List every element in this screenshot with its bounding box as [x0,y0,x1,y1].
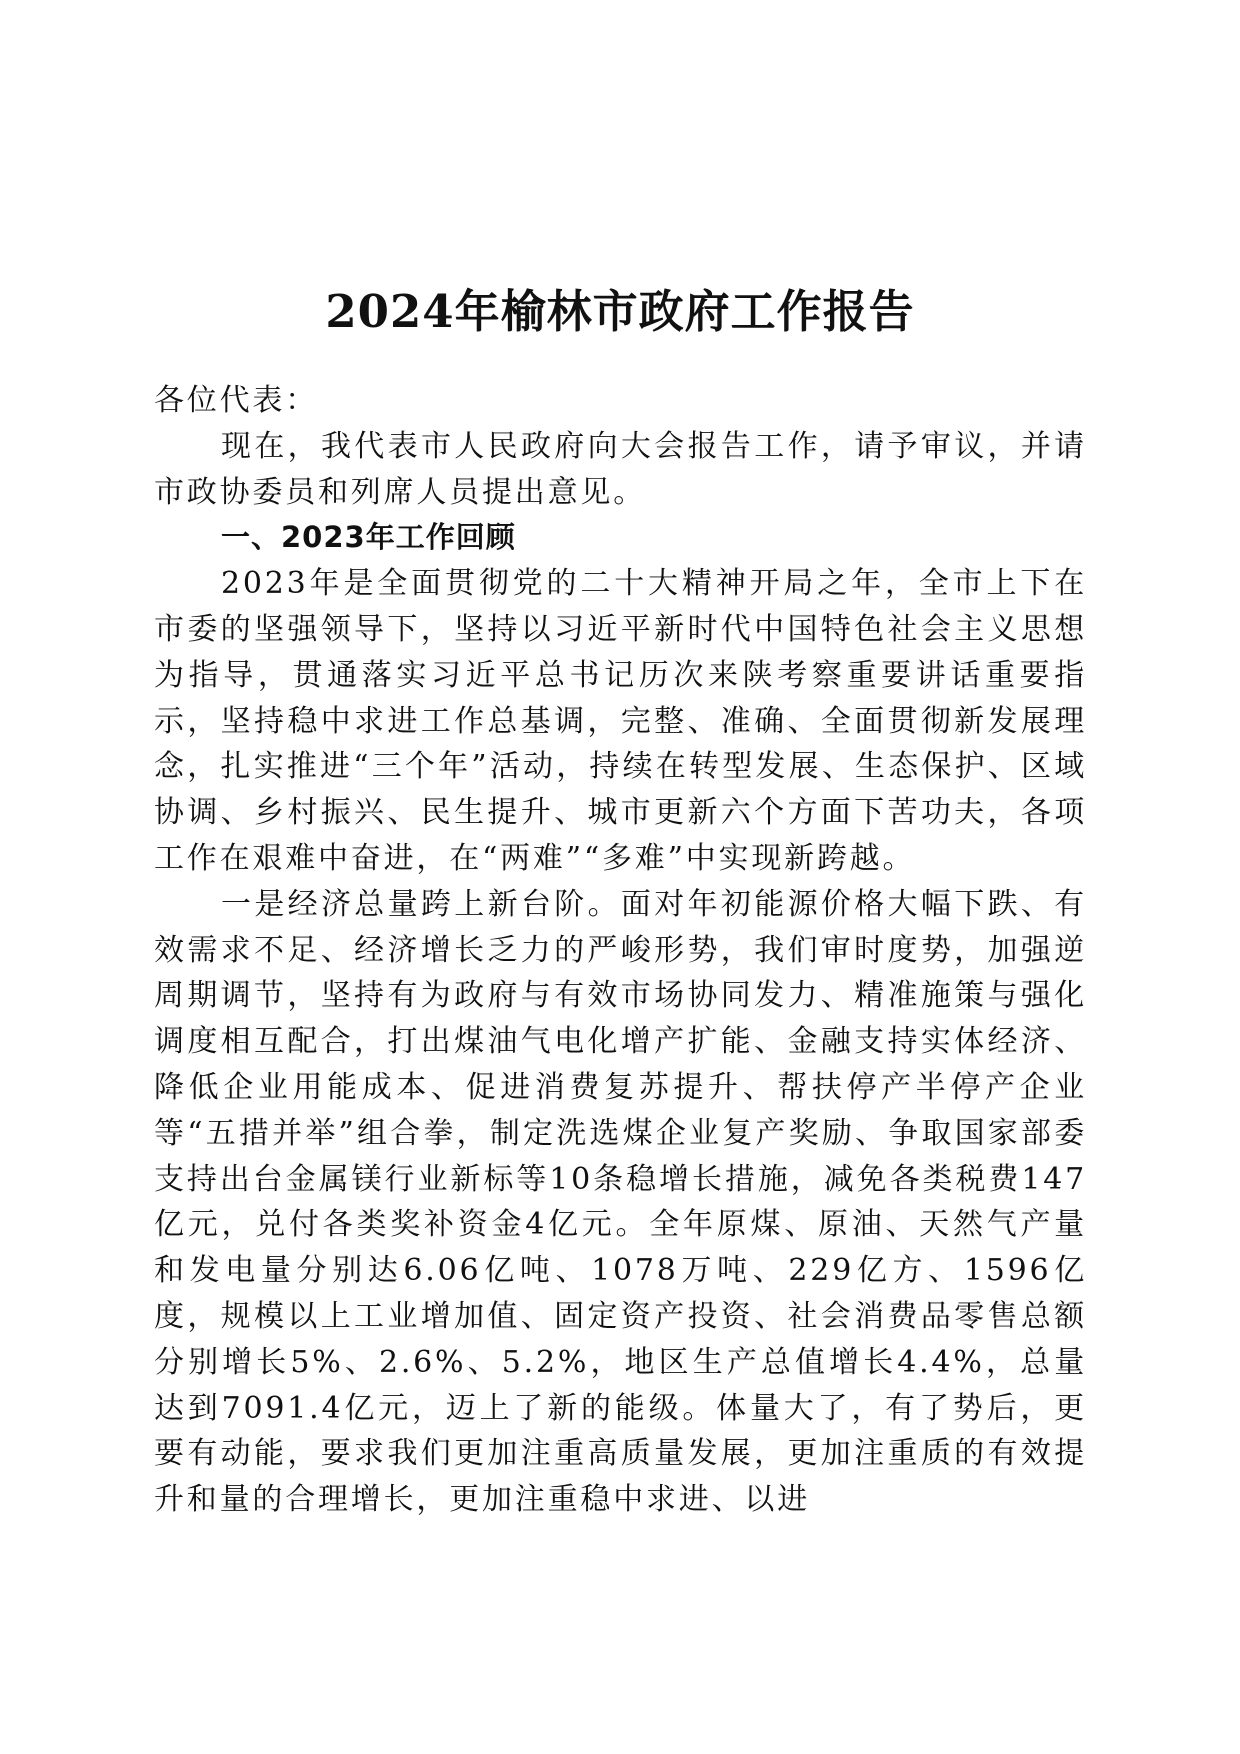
body-paragraph: 一是经济总量跨上新台阶。面对年初能源价格大幅下跌、有效需求不足、经济增长乏力的严峻形势，我们审时度势，加强逆周期调节，坚持有为政府与有效市场协同发力、精准施策与强化调度相互配合，打出煤油气电化增产扩能、金融支持实体经济、降低企业用能成本、促进消费复苏提升、帮扶停产半停产企业等“五措并举”组合拳，制定洗选煤企业复产奖励、争取国家部委支持出台金属镁行业新标等10条稳增长措施，减免各类税费147亿元，兑付各类奖补资金4亿元。全年原煤、原油、天然气产量和发电量分别达6.06亿吨、1078万吨、229亿方、1596亿度，规模以上工业增加值、固定资产投资、社会消费品零售总额分别增长5%、2.6%、5.2%，地区生产总值增长4.4%，总量达到7091.4亿元，迈上了新的能级。体量大了，有了势后，更要有动能，要求我们更加注重高质量发展，更加注重质的有效提升和量的合理增长，更加注重稳中求进、以进 [154,886,1087,1518]
body-paragraph: 2023年是全面贯彻党的二十大精神开局之年，全市上下在市委的坚强领导下，坚持以习近平新时代中国特色社会主义思想为指导，贯通落实习近平总书记历次来陕考察重要讲话重要指示，坚持稳中求进工作总基调，完整、准确、全面贯彻新发展理念，扎实推进“三个年”活动，持续在转型发展、生态保护、区域协调、乡村振兴、民生提升、城市更新六个方面下苦功夫，各项工作在艰难中奋进，在“两难”“多难”中实现新跨越。 [154,566,1087,876]
section-heading: 一、2023年工作回顾 [221,520,516,555]
salutation: 各位代表： [154,383,318,418]
document-title: 2024年榆林市政府工作报告 [325,285,915,339]
intro-paragraph: 现在，我代表市人民政府向大会报告工作，请予审议，并请市政协委员和列席人员提出意见。 [154,428,1087,510]
document-body [154,378,1087,1523]
